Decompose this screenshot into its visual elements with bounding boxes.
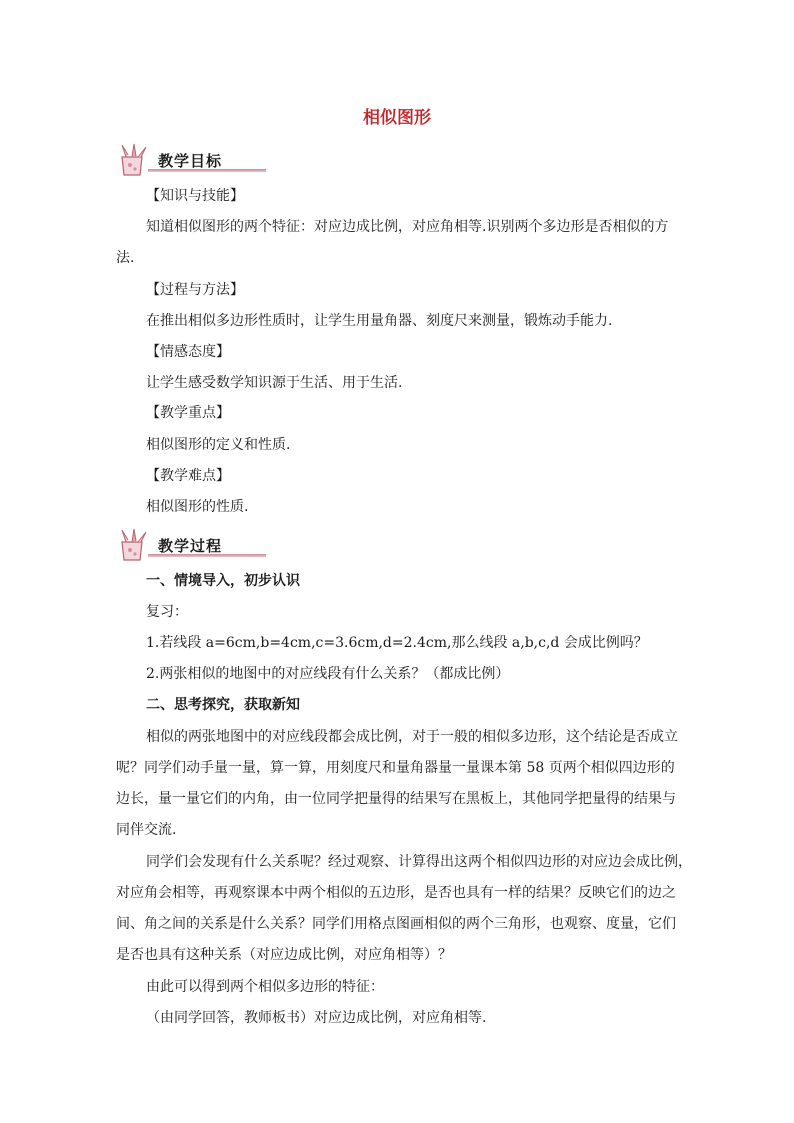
paragraph-2-line-3: 间、角之间的关系是什么关系？同学们用格点图画相似的两个三角形，也观察、度量，它们 [116, 916, 676, 932]
emotion-text: 让学生感受数学知识源于生活、用于生活. [146, 375, 403, 391]
section-title-goals: 教学目标 [158, 152, 223, 170]
method-heading: 【过程与方法】 [146, 282, 244, 298]
question-2: 2.两张相似的地图中的对应线段有什么关系？（都成比例） [146, 666, 510, 682]
difficulty-text: 相似图形的性质. [146, 499, 249, 515]
key-heading: 【教学重点】 [146, 405, 230, 421]
paragraph-4: （由同学回答，教师板书）对应边成比例，对应角相等. [146, 1010, 487, 1026]
part1-title: 一、情境导入，初步认识 [146, 573, 300, 589]
paragraph-1-line-4: 同伴交流. [116, 822, 177, 838]
section-header-goals [116, 143, 266, 177]
paragraph-1-line-1: 相似的两张地图中的对应线段都会成比例，对于一般的相似多边形，这个结论是否成立 [146, 729, 678, 745]
page-title: 相似图形 [363, 108, 431, 128]
emotion-heading: 【情感态度】 [146, 344, 230, 360]
paragraph-2-line-1: 同学们会发现有什么关系呢？经过观察、计算得出这两个相似四边形的对应边会成比例， [146, 854, 692, 870]
paragraph-2-line-4: 是否也具有这种关系（对应边成比例，对应角相等）？ [116, 947, 452, 963]
paragraph-1-line-2: 呢？同学们动手量一量，算一算，用刻度尺和量角器量一量课本第 58 页两个相似四边形的 [116, 760, 675, 776]
part2-title: 二、思考探究，获取新知 [146, 697, 300, 713]
difficulty-heading: 【教学难点】 [146, 468, 230, 484]
question-1: 1.若线段 a=6cm,b=4cm,c=3.6cm,d=2.4cm,那么线段 a,b,c,d 会成比例吗？ [146, 635, 648, 651]
knowledge-text-cont: 法. [116, 250, 135, 266]
paragraph-1-line-3: 边长，量一量它们的内角，由一位同学把量得的结果写在黑板上，其他同学把量得的结果与 [116, 791, 676, 807]
paragraph-3: 由此可以得到两个相似多边形的特征： [146, 979, 384, 995]
section-header-process [116, 528, 266, 562]
review-label: 复习： [146, 604, 188, 620]
method-text: 在推出相似多边形性质时，让学生用量角器、刻度尺来测量，锻炼动手能力. [146, 313, 613, 329]
section-title-process: 教学过程 [158, 537, 223, 555]
key-text: 相似图形的定义和性质. [146, 437, 291, 453]
knowledge-text: 知道相似图形的两个特征：对应边成比例，对应角相等.识别两个多边形是否相似的方 [146, 219, 669, 235]
paragraph-2-line-2: 对应角会相等，再观察课本中两个相似的五边形，是否也具有一样的结果？反映它们的边之 [116, 885, 676, 901]
knowledge-heading: 【知识与技能】 [146, 188, 244, 204]
